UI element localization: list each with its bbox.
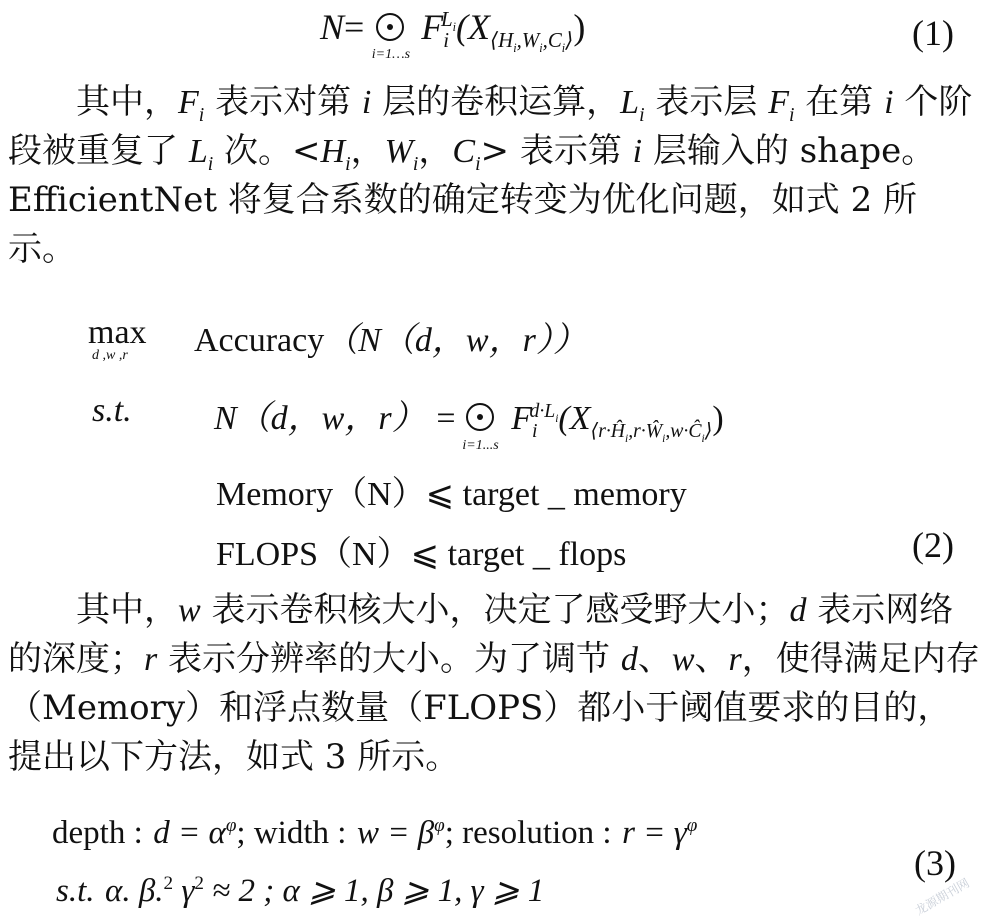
odot-operator: i=1…s — [376, 7, 410, 48]
paragraph-1: 其中，$F_i$ 表示对第 i 层的卷积运算，$L_i$ 表示层 $F_i$ 在第 i 个阶段被重复了 $L_i$ 次。$<H_i$，$W_i$，$C_i>$ 表示第 i 层输入的 shape。EfficientNet 将复合系数的确定转变为优化问题，如式 2 所示。 — [8, 82, 973, 269]
eq2-constraint-3: FLOPS（N）⩽ target _ flops — [216, 536, 627, 573]
watermark: 龙源期刊网 — [912, 875, 972, 918]
paragraph-2: 其中，w 表示卷积核大小，决定了感受野大小；d 表示网络的深度；r 表示分辨率的大小。为了调节 d、w、r，使得满足内存（Memory）和浮点数量（FLOPS）都小于阈值要求的目的，提出以下方法，如式 3 所示。 — [8, 590, 980, 777]
eq2-constraint-1: N（d，w，r） = i=1...s $F_i^{d\cdot L_i}(X_{⟨r\cdot Ĥ_i,r\cdot Ŵ_i,w\cdot Ĉ_i⟩})$ — [214, 399, 724, 453]
eq3-line-2: s.t. α. β.$^2$ $\gamma^2 \approx 2$ ; α ⩾ 1, β ⩾ 1, γ ⩾ 1 — [56, 873, 545, 909]
equation-1-number: (1) — [912, 13, 954, 53]
eq2-constraint-2: Memory（N）⩽ target _ memory — [216, 476, 687, 513]
eq2-st: s.t. — [92, 392, 132, 429]
eq3-line-1: depth : $d = \alpha^\varphi$; width : $w = \beta^\varphi$; resolution : $r = \gamma^\varphi$ — [52, 815, 698, 851]
equation-1: N= i=1…s $F_i^{L_i}(X_{⟨H_i,W_i,C_i⟩})$ — [320, 7, 586, 62]
eq2-objective: Accuracy（N（d，w，r）） — [194, 322, 587, 359]
odot-operator: i=1...s — [466, 398, 500, 438]
equation-2-number: (2) — [912, 525, 954, 565]
eq2-max: max d ,w ,r — [88, 314, 147, 363]
equation-3-number: (3) — [914, 843, 956, 883]
